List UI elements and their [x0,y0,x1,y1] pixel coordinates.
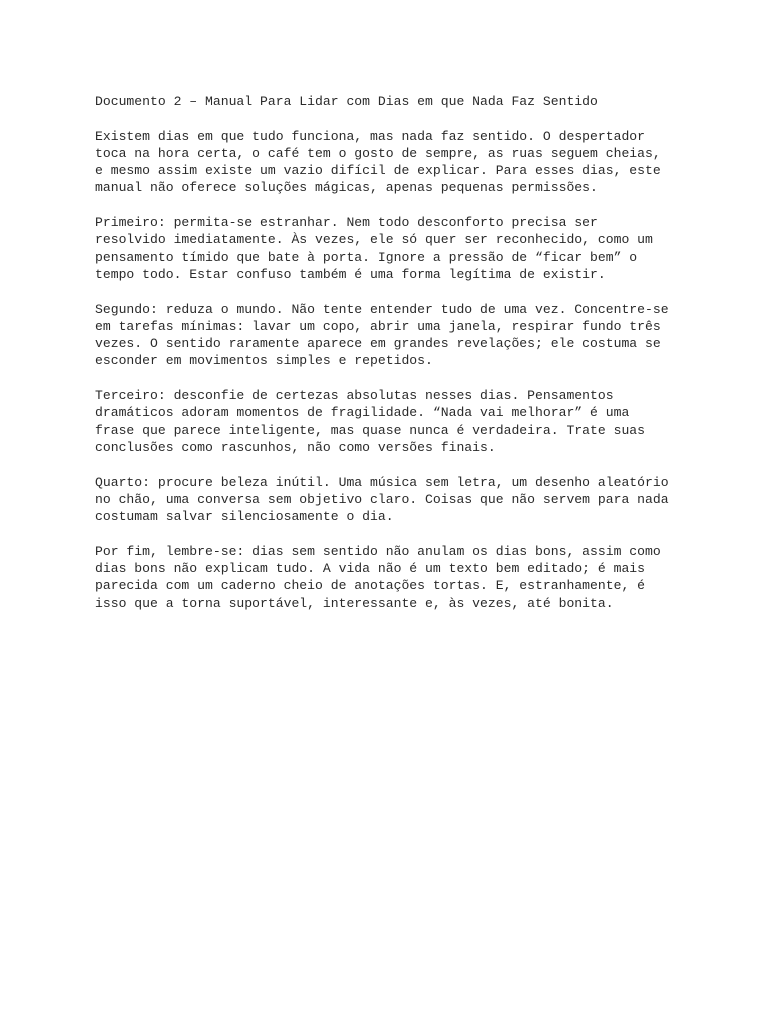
paragraph-primeiro [95,214,715,283]
paragraph-line: Primeiro: permita-se estranhar. Nem todo desconforto precisa ser [95,215,598,231]
paragraph-line: resolvido imediatamente. Às vezes, ele só quer ser reconhecido, como um [95,232,653,248]
paragraph-line: isso que a torna suportável, interessante e, às vezes, até bonita. [95,595,614,611]
paragraph-segundo [95,301,715,370]
paragraph-line: em tarefas mínimas: lavar um copo, abrir uma janela, respirar fundo três [95,318,661,334]
document-body [95,93,715,629]
document-title: Documento 2 – Manual Para Lidar com Dias em que Nada Faz Sentido [95,94,598,109]
paragraph-line: toca na hora certa, o café tem o gosto de sempre, as ruas seguem cheias, [95,145,661,161]
paragraph-terceiro [95,387,715,456]
paragraph-line: Terceiro: desconfie de certezas absolutas nesses dias. Pensamentos [95,388,614,404]
paragraph-line: conclusões como rascunhos, não como versões finais. [95,439,496,455]
paragraph-line: dramáticos adoram momentos de fragilidade. “Nada vai melhorar” é uma [95,405,630,421]
paragraph-line: Existem dias em que tudo funciona, mas nada faz sentido. O despertador [95,128,646,144]
paragraph-line: vezes. O sentido raramente aparece em grandes revelações; ele costuma se [95,336,661,352]
paragraph-line: parecida com um caderno cheio de anotações tortas. E, estranhamente, é [95,578,646,594]
paragraph-line: Quarto: procure beleza inútil. Uma música sem letra, um desenho aleatório [95,474,669,490]
paragraph-line: Por fim, lembre-se: dias sem sentido não anulam os dias bons, assim como [95,543,661,559]
paragraph-line: no chão, uma conversa sem objetivo claro. Coisas que não servem para nada [95,491,669,507]
paragraph-line: e mesmo assim existe um vazio difícil de explicar. Para esses dias, este [95,163,661,179]
paragraph-line: Segundo: reduza o mundo. Não tente entender tudo de uma vez. Concentre-se [95,301,669,317]
paragraph-line: dias bons não explicam tudo. A vida não é um texto bem editado; é mais [95,561,646,577]
paragraph-quarto [95,474,715,526]
paragraph-intro [95,128,715,197]
paragraph-line: manual não oferece soluções mágicas, apenas pequenas permissões. [95,180,598,196]
paragraph-por-fim [95,543,715,612]
paragraph-line: costumam salvar silenciosamente o dia. [95,509,394,525]
paragraph-line: tempo todo. Estar confuso também é uma forma legítima de existir. [95,266,606,282]
paragraph-line: pensamento tímido que bate à porta. Ignore a pressão de “ficar bem” o [95,249,638,265]
paragraph-line: frase que parece inteligente, mas quase nunca é verdadeira. Trate suas [95,422,646,438]
paragraph-line: esconder em movimentos simples e repetidos. [95,353,433,369]
